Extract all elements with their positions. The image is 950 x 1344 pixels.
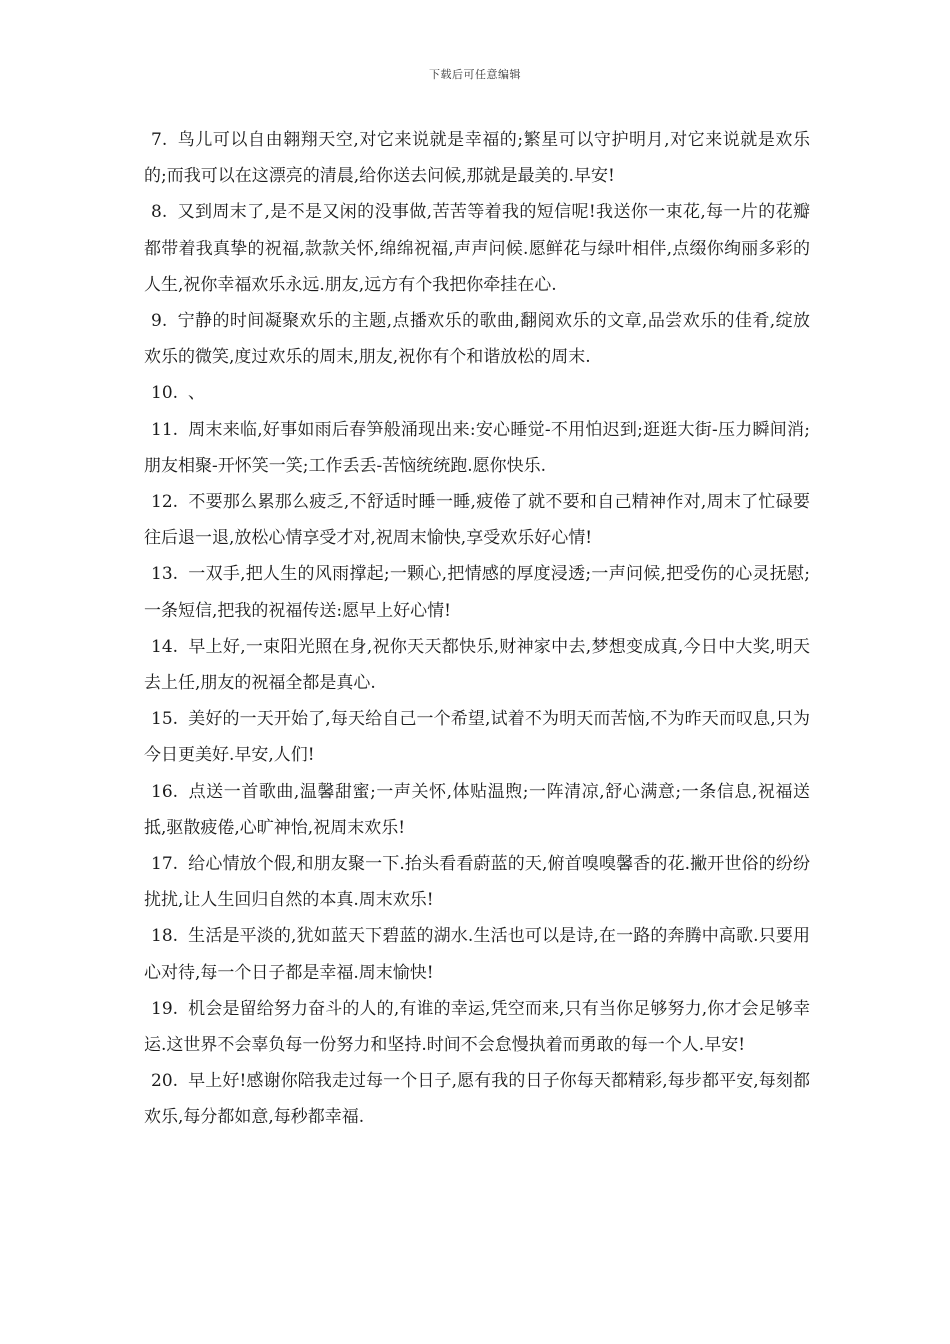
list-item bbox=[144, 918, 810, 990]
item-number: 8. bbox=[151, 202, 168, 223]
item-number: 18. bbox=[151, 926, 179, 947]
document-body bbox=[144, 122, 810, 1136]
list-item bbox=[144, 701, 810, 773]
item-text: 点送一首歌曲,温馨甜蜜;一声关怀,体贴温煦;一阵清凉,舒心满意;一条信息,祝福送抵,驱散疲倦,心旷神怡,祝周末欢乐! bbox=[144, 781, 810, 838]
list-item bbox=[144, 375, 810, 411]
item-text: 给心情放个假,和朋友聚一下.抬头看看蔚蓝的天,俯首嗅嗅馨香的花.撇开世俗的纷纷扰扰,让人生回归自然的本真.周末欢乐! bbox=[144, 854, 810, 911]
item-text: 美好的一天开始了,每天给自己一个希望,试着不为明天而苦恼,不为昨天而叹息,只为今日更美好.早安,人们! bbox=[144, 709, 810, 766]
item-text: 机会是留给努力奋斗的人的,有谁的幸运,凭空而来,只有当你足够努力,你才会足够幸运.这世界不会辜负每一份努力和坚持.时间不会怠慢执着而勇敢的每一个人.早安! bbox=[144, 998, 810, 1056]
list-item bbox=[144, 991, 810, 1063]
item-text: 鸟儿可以自由翱翔天空,对它来说就是幸福的;繁星可以守护明月,对它来说就是欢乐的;而我可以在这漂亮的清晨,给你送去问候,那就是最美的.早安! bbox=[144, 130, 810, 187]
list-item bbox=[144, 412, 810, 484]
list-item bbox=[144, 484, 810, 556]
item-number: 9. bbox=[151, 311, 168, 332]
list-item bbox=[144, 846, 810, 918]
item-number: 14. bbox=[151, 636, 179, 657]
item-number: 13. bbox=[151, 564, 179, 585]
list-item bbox=[144, 1063, 810, 1135]
item-text: 周末来临,好事如雨后春笋般涌现出来:安心睡觉-不用怕迟到;逛逛大街-压力瞬间消;朋友相聚-开怀笑一笑;工作丢丢-苦恼统统跑.愿你快乐. bbox=[144, 419, 810, 476]
item-number: 15. bbox=[151, 709, 179, 730]
item-text: 生活是平淡的,犹如蓝天下碧蓝的湖水.生活也可以是诗,在一路的奔腾中高歌.只要用心对待,每一个日子都是幸福.周末愉快! bbox=[144, 926, 810, 983]
item-text: 不要那么累那么疲乏,不舒适时睡一睡,疲倦了就不要和自己精神作对,周末了忙碌要往后退一退,放松心情享受才对,祝周末愉快,享受欢乐好心情! bbox=[144, 492, 810, 549]
list-item bbox=[144, 629, 810, 701]
list-item bbox=[144, 122, 810, 194]
item-number: 19. bbox=[151, 998, 179, 1019]
item-number: 12. bbox=[151, 492, 179, 513]
item-text: 又到周末了,是不是又闲的没事做,苦苦等着我的短信呢!我送你一束花,每一片的花瓣都带着我真挚的祝福,款款关怀,绵绵祝福,声声问候.愿鲜花与绿叶相伴,点缀你绚丽多彩的人生,祝你幸福欢乐永远.朋友,远方有个我把你牵挂在心. bbox=[144, 202, 810, 295]
item-number: 16. bbox=[151, 781, 179, 802]
list-item bbox=[144, 774, 810, 846]
list-item bbox=[144, 194, 810, 303]
item-number: 11. bbox=[151, 419, 179, 440]
item-text: 一双手,把人生的风雨撑起;一颗心,把情感的厚度浸透;一声问候,把受伤的心灵抚慰;一条短信,把我的祝福传送:愿早上好心情! bbox=[144, 564, 810, 621]
item-text: 早上好,一束阳光照在身,祝你天天都快乐,财神家中去,梦想变成真,今日中大奖,明天去上任,朋友的祝福全都是真心. bbox=[144, 636, 810, 694]
list-item bbox=[144, 303, 810, 375]
item-number: 7. bbox=[151, 130, 168, 150]
item-number: 17. bbox=[151, 854, 179, 875]
item-text: 早上好!感谢你陪我走过每一个日子,愿有我的日子你每天都精彩,每步都平安,每刻都欢乐,每分都如意,每秒都幸福. bbox=[144, 1071, 810, 1128]
list-item bbox=[144, 556, 810, 628]
item-text: 宁静的时间凝聚欢乐的主题,点播欢乐的歌曲,翻阅欢乐的文章,品尝欢乐的佳肴,绽放欢乐的微笑,度过欢乐的周末,朋友,祝你有个和谐放松的周末. bbox=[144, 311, 810, 368]
item-number: 20. bbox=[151, 1071, 179, 1092]
item-number: 10. bbox=[151, 383, 179, 404]
header-note: 下载后可任意编辑 bbox=[429, 68, 521, 81]
item-text: 、 bbox=[188, 383, 206, 404]
